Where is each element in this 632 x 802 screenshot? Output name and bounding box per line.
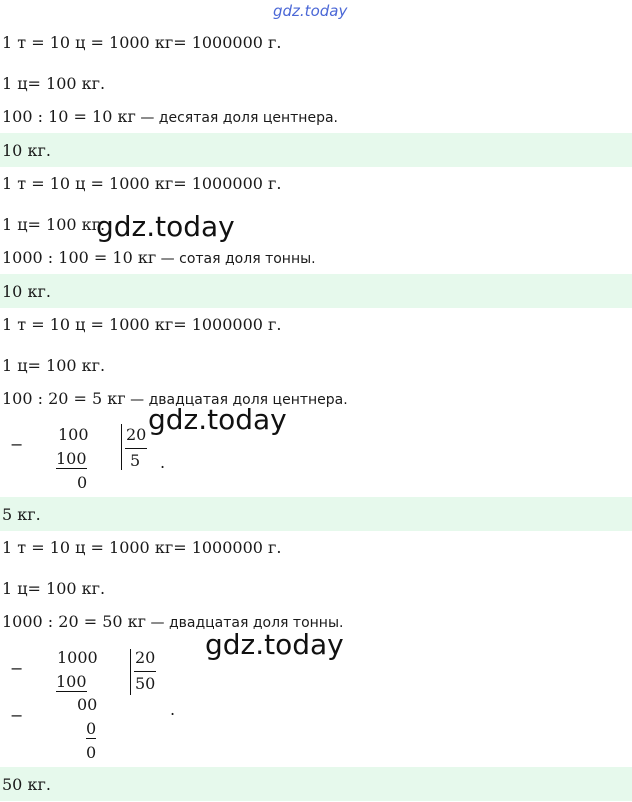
calculation-expression: 1000 : 20 = 50 кг (2, 612, 147, 631)
watermark-text: gdz.today (205, 628, 344, 661)
calculation-explanation: — двадцатая доля тонны. (146, 615, 344, 631)
calculation-expression: 100 : 10 = 10 кг (2, 107, 136, 126)
calculation-expression: 100 : 20 = 5 кг (2, 389, 126, 408)
answer-row (0, 133, 632, 167)
minus-sign: − (10, 659, 24, 678)
divisor: 20 (126, 425, 147, 444)
conversion-line: 1 т = 10 ц = 1000 кг= 1000000 г. (2, 174, 282, 193)
centner-line: 1 ц= 100 кг. (2, 74, 106, 93)
conversion-line: 1 т = 10 ц = 1000 кг= 1000000 г. (2, 538, 282, 557)
centner-line: 1 ц= 100 кг. (2, 579, 106, 598)
dividend: 1000 (57, 648, 98, 667)
watermark-text: gdz.today (148, 403, 287, 436)
centner-line: 1 ц= 100 кг. (2, 356, 106, 375)
long-division (0, 645, 220, 770)
calculation-line (2, 248, 316, 267)
conversion-line: 1 т = 10 ц = 1000 кг= 1000000 г. (2, 33, 282, 52)
calculation-line (2, 107, 338, 126)
dividend: 100 (58, 425, 89, 444)
site-watermark-top: gdz.today (273, 2, 348, 20)
quotient: 5 (130, 451, 141, 470)
answer-text: 10 кг. (2, 140, 51, 160)
long-division (0, 420, 200, 500)
calculation-explanation: — двадцатая доля центнера. (125, 392, 348, 408)
period: . (160, 453, 166, 472)
divisor-line (125, 448, 147, 449)
calculation-expression: 1000 : 100 = 10 кг (2, 248, 157, 267)
period: . (170, 700, 176, 719)
calculation-explanation: — десятая доля центнера. (135, 110, 338, 126)
subtrahend: 100 (56, 672, 87, 691)
minus-sign: − (10, 706, 24, 725)
remainder: 0 (77, 473, 88, 492)
minus-sign: − (10, 435, 24, 454)
answer-text: 50 кг. (2, 774, 51, 794)
answer-text: 5 кг. (2, 504, 41, 524)
division-bracket (121, 424, 122, 470)
divisor-line (134, 671, 156, 672)
division-bracket (130, 649, 131, 695)
answer-row (0, 767, 632, 801)
calculation-explanation: — сотая доля тонны. (156, 251, 316, 267)
conversion-line: 1 т = 10 ц = 1000 кг= 1000000 г. (2, 315, 282, 334)
watermark-text: gdz.today (96, 210, 235, 243)
partial-dividend: 00 (77, 695, 98, 714)
remainder: 0 (86, 743, 97, 762)
quotient: 50 (135, 674, 156, 693)
answer-row (0, 274, 632, 308)
answer-text: 10 кг. (2, 281, 51, 301)
subtrahend: 0 (86, 719, 97, 738)
answer-row (0, 497, 632, 531)
subtrahend: 100 (56, 449, 87, 468)
divisor: 20 (135, 648, 156, 667)
centner-line: 1 ц= 100 кг. (2, 215, 106, 234)
